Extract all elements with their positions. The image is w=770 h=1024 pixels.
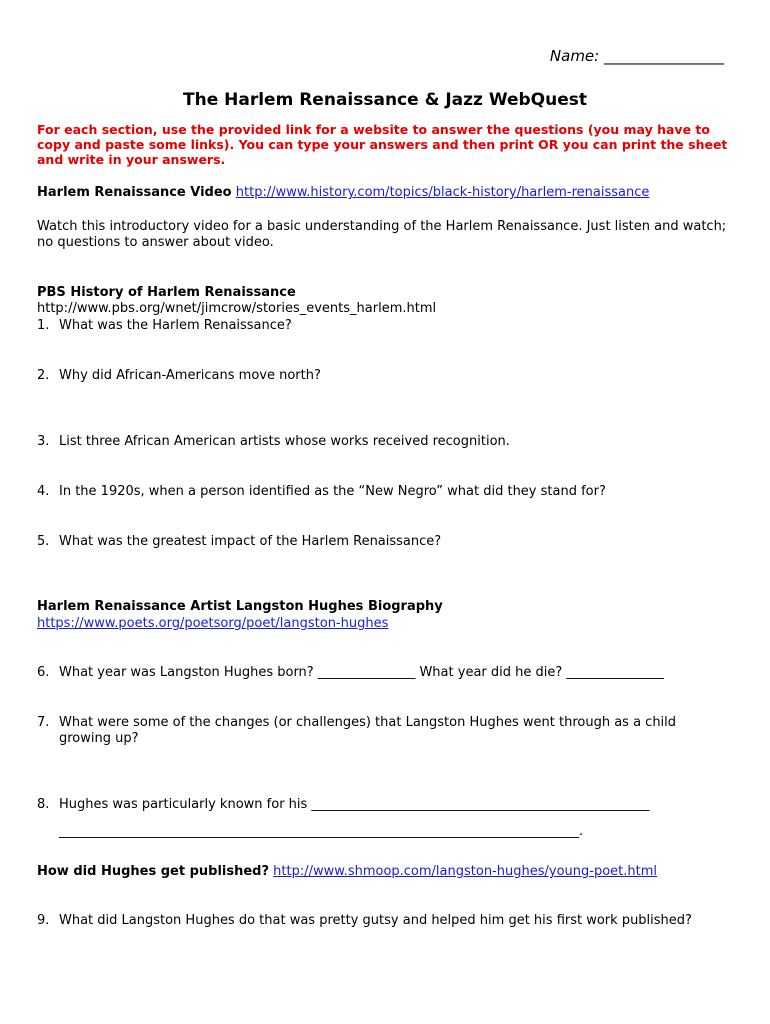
- question-text: What was the greatest impact of the Harlem Renaissance?: [59, 534, 442, 549]
- video-section-label: Harlem Renaissance Video: [37, 185, 232, 200]
- page-title: The Harlem Renaissance & Jazz WebQuest: [183, 90, 587, 110]
- question-text: In the 1920s, when a person identified as the “New Negro” what did they stand for?: [59, 484, 606, 499]
- hughes-section-heading: Harlem Renaissance Artist Langston Hughes Biography: [37, 599, 443, 614]
- question-3: [37, 434, 737, 450]
- question-6: [37, 665, 737, 681]
- name-label: Name:: [549, 47, 600, 65]
- question-number: 6.: [37, 665, 50, 680]
- pbs-section-heading: PBS History of Harlem Renaissance: [37, 285, 296, 300]
- question-4: [37, 484, 737, 500]
- name-blank: ________________: [604, 47, 724, 65]
- pbs-url: http://www.pbs.org/wnet/jimcrow/stories_events_harlem.html: [37, 301, 437, 316]
- hughes-link[interactable]: https://www.poets.org/poetsorg/poet/langston-hughes: [37, 616, 389, 631]
- question-2: [37, 368, 737, 384]
- question-9: [37, 913, 737, 929]
- question-text: What year was Langston Hughes born? _______________ What year did he die? _______________: [59, 665, 664, 680]
- question-8: [37, 797, 737, 813]
- video-section-line: [37, 185, 649, 201]
- answer-blank-line: ________________________________________________________________________________.: [59, 824, 584, 839]
- question-number: 7.: [37, 715, 50, 730]
- question-text: What did Langston Hughes do that was pretty gutsy and helped him get his first work published?: [59, 913, 692, 928]
- question-7: [37, 715, 737, 747]
- question-text: Hughes was particularly known for his ____________________________________________________: [59, 797, 650, 812]
- question-1: [37, 318, 737, 334]
- video-link[interactable]: http://www.history.com/topics/black-history/harlem-renaissance: [235, 185, 650, 200]
- name-field-line: [550, 48, 724, 64]
- question-number: 3.: [37, 434, 50, 449]
- question-text: What were some of the changes (or challenges) that Langston Hughes went through as a child: [59, 715, 677, 730]
- question-number: 9.: [37, 913, 50, 928]
- question-text: What was the Harlem Renaissance?: [59, 318, 292, 333]
- published-section-label: How did Hughes get published?: [37, 864, 270, 879]
- question-text: Why did African-Americans move north?: [59, 368, 321, 383]
- hughes-link-line: [37, 616, 388, 632]
- question-number: 2.: [37, 368, 50, 383]
- question-number: 8.: [37, 797, 50, 812]
- question-text-continued: growing up?: [59, 731, 139, 746]
- question-5: [37, 534, 737, 550]
- question-8-answer-line: [37, 824, 737, 840]
- published-section-line: [37, 864, 657, 880]
- instructions-text: For each section, use the provided link for a website to answer the questions (you may have to copy and paste some links). You can type your answers and then print OR you can print the sheet and write in your answers.: [37, 122, 728, 167]
- shmoop-link[interactable]: http://www.shmoop.com/langston-hughes/young-poet.html: [273, 864, 657, 879]
- question-number: 5.: [37, 534, 50, 549]
- video-description: Watch this introductory video for a basic understanding of the Harlem Renaissance. Just listen and watch; no questions to answer about video.: [37, 219, 727, 250]
- question-number: 1.: [37, 318, 50, 333]
- question-number: 4.: [37, 484, 50, 499]
- question-text: List three African American artists whose works received recognition.: [59, 434, 510, 449]
